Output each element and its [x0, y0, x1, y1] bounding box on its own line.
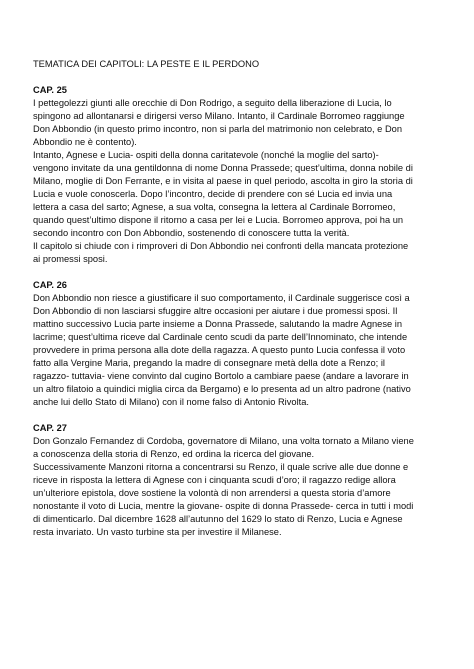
document-title: TEMATICA DEI CAPITOLI: LA PESTE E IL PERDONO — [33, 59, 260, 69]
text-line: lettera a casa del sarto; Agnese, a sua volta, consegna la lettera al Cardinale Borromeo, — [33, 202, 396, 212]
text-line: nonostante il voto di Lucia, mentre la giovane- ospite di donna Prassede- cerca in tutti i modi — [33, 501, 414, 511]
document-body — [33, 58, 443, 552]
text-line: un altro filatoio a quindici miglia circa da Bergamo) e lo presenta ad un altro padrone (nativo — [33, 384, 411, 394]
text-line: Milano, moglie di Don Ferrante, e in visita al paese in quel periodo, ascolta in giro la storia di — [33, 176, 413, 186]
text-line: Il capitolo si chiude con i rimproveri di Don Abbondio nei confronti della mancata protezione — [33, 241, 409, 251]
text-line: vengono invitate da una gentildonna di nome Donna Prassede; quest’ultima, donna nobile di — [33, 163, 413, 173]
text-line: secondo incontro con Don Abbondio, sostenendo di conoscere tutta la verità. — [33, 228, 350, 238]
text-line: lacrime; quest’ultima riceve dal Cardinale cento scudi da parte dell’Innominato, che intende — [33, 332, 408, 342]
chapter-heading: CAP. 26 — [33, 280, 67, 290]
text-line: Don Abbondio di non lasciarsi sfuggire altre occasioni per aiutare i due promessi sposi. Il — [33, 306, 398, 316]
text-line: Intanto, Agnese e Lucia- ospiti della donna caritatevole (nonché la moglie del sarto)- — [33, 150, 379, 160]
chapter-text — [33, 435, 443, 539]
text-line: Don Abbondio non riesce a giustificare il suo comportamento, il Cardinale suggerisce così a — [33, 293, 410, 303]
text-line: di dimenticarlo. Dal dicembre 1628 all’autunno del 1629 lo stato di Renzo, Lucia e Agnese — [33, 514, 403, 524]
chapter-heading: CAP. 27 — [33, 423, 67, 433]
text-line: un’ulteriore epistola, dove sostiene la volontà di non arrendersi a questa storia d’amore — [33, 488, 391, 498]
text-line: Lucia e vuole conoscerla. Dopo l’incontro, decide di prendere con sé Lucia ed invia una — [33, 189, 393, 199]
text-line: fatto alla Vergine Maria, pregando la madre di consegnare metà della dote a Renzo; il — [33, 358, 385, 368]
text-line: Don Gonzalo Fernandez di Cordoba, governatore di Milano, una volta tornato a Milano viene — [33, 436, 414, 446]
text-line: ai promessi sposi. — [33, 254, 108, 264]
text-line: I pettegolezzi giunti alle orecchie di Don Rodrigo, a seguito della liberazione di Lucia, lo — [33, 98, 392, 108]
text-line: quando quest’ultimo dispone il ritorno a casa per lei e Lucia. Borromeo approva, poi ha un — [33, 215, 404, 225]
text-line: Abbondio ne è contento). — [33, 137, 137, 147]
text-line: anche lui dello Stato di Milano) con il nome falso di Antonio Rivolta. — [33, 397, 309, 407]
text-line: ragazzo- tuttavia- viene convinto dal cugino Bortolo a cambiare paese (andare a lavorare in — [33, 371, 409, 381]
text-line: provvedere in prima persona alla dote della ragazza. A questo punto Lucia confessa il voto — [33, 345, 406, 355]
chapter-25 — [33, 84, 443, 266]
text-line: a conoscenza della storia di Renzo, ed ordina la ricerca del giovane. — [33, 449, 315, 459]
chapter-heading: CAP. 25 — [33, 85, 67, 95]
chapter-26 — [33, 279, 443, 409]
text-line: resta invariato. Un vasto turbine sta per investire il Milanese. — [33, 527, 282, 537]
text-line: mattino successivo Lucia parte insieme a Donna Prassede, salutando la madre Agnese in — [33, 319, 402, 329]
text-line: Successivamente Manzoni ritorna a concentrarsi su Renzo, il quale scrive alle due donne e — [33, 462, 409, 472]
text-line: riceve in risposta la lettera di Agnese con i cinquanta scudi d’oro; il ragazzo redige allora — [33, 475, 396, 485]
text-line: Don Abbondio (in questo primo incontro, non si parla del matrimonio non celebrato, e Don — [33, 124, 402, 134]
chapter-27 — [33, 422, 443, 539]
chapter-text — [33, 292, 443, 409]
chapter-text — [33, 97, 443, 266]
text-line: spingono ad allontanarsi e dirigersi verso Milano. Intanto, il Cardinale Borromeo raggiunge — [33, 111, 405, 121]
